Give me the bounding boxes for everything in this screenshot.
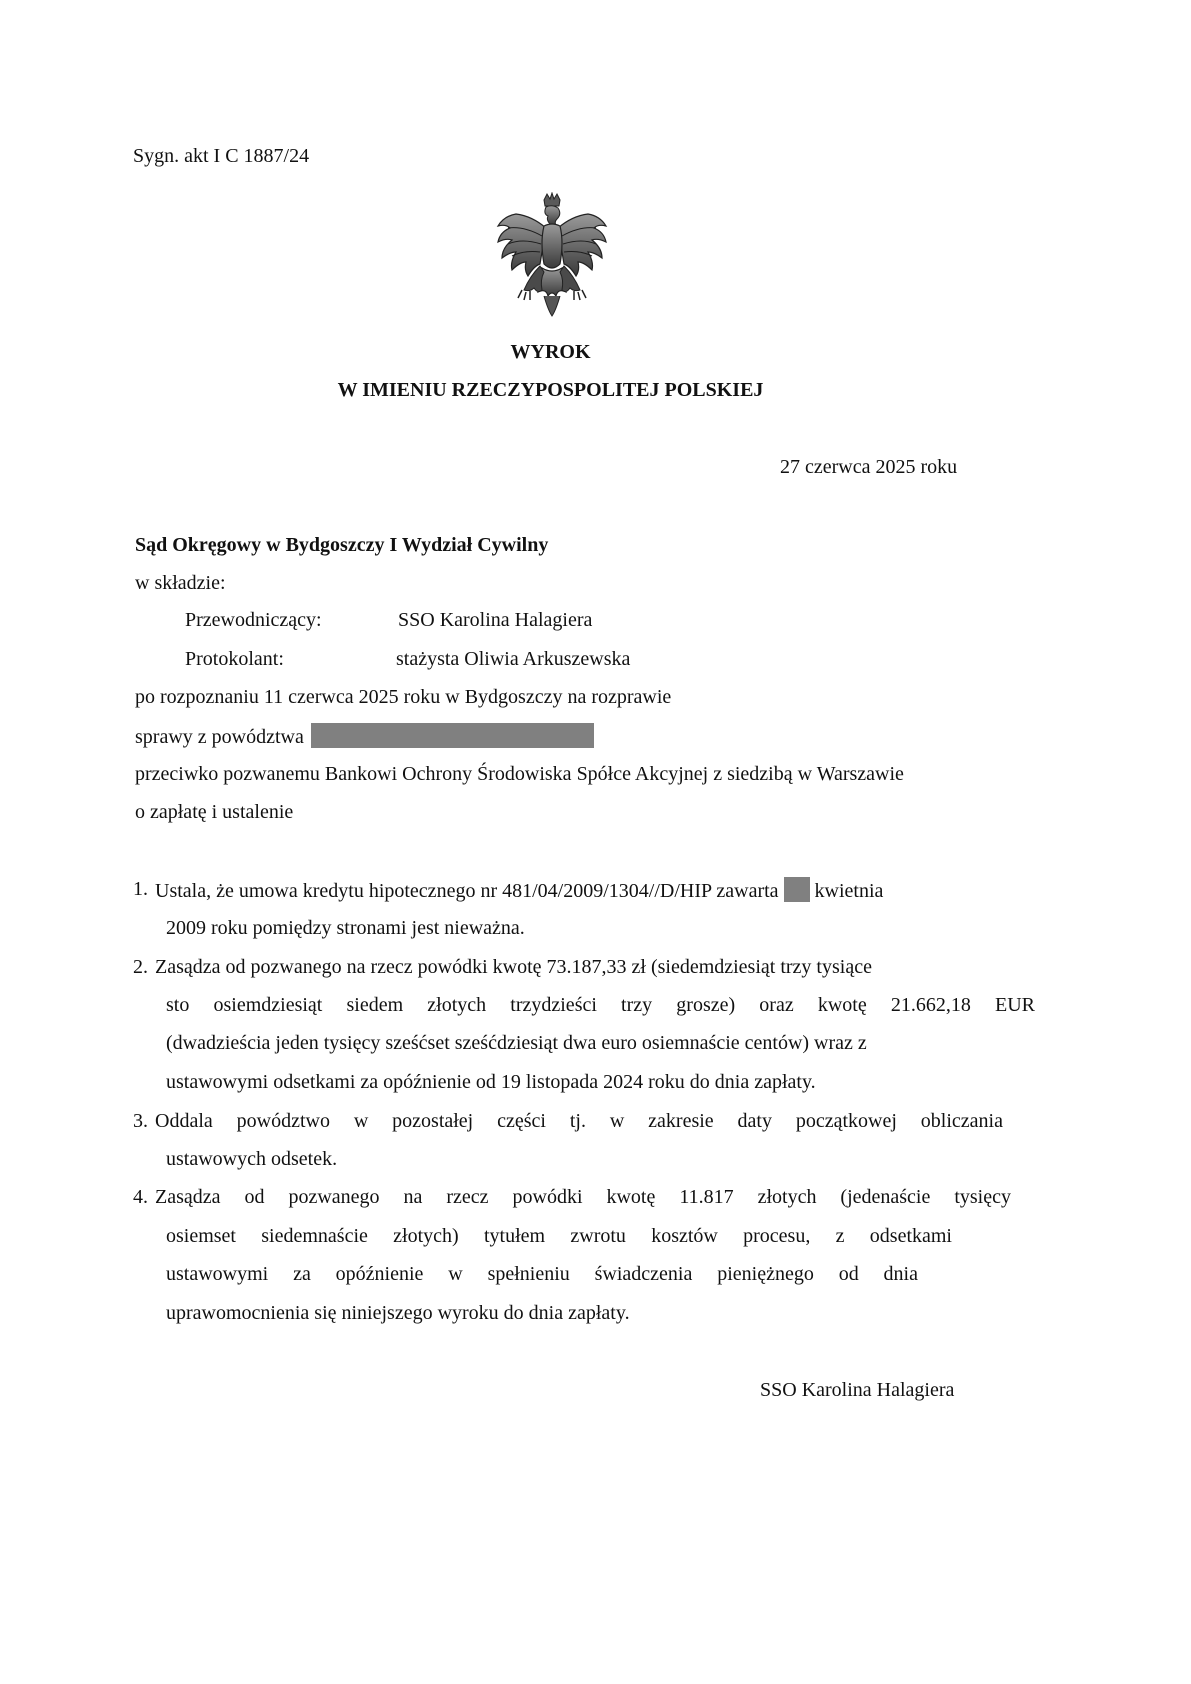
item-1-text-a: Ustala, że umowa kredytu hipotecznego nr 481/04/2009/1304//D/HIP zawarta	[155, 880, 779, 902]
item-4-line-4: uprawomocnienia się niniejszego wyroku do dnia zapłaty.	[166, 1302, 630, 1324]
item-2-line-3: (dwadzieścia jeden tysięcy sześćset sześćdziesiąt dwa euro osiemnaście centów) wraz z	[166, 1032, 867, 1054]
redaction-block	[784, 877, 810, 902]
composition-label: w składzie:	[135, 572, 226, 594]
item-1-line-2: 2009 roku pomiędzy stronami jest nieważna.	[166, 917, 525, 939]
clerk-name: stażysta Oliwia Arkuszewska	[396, 648, 631, 670]
item-2-line-2: sto osiemdziesiąt siedem złotych trzydzieści trzy grosze) oraz kwotę 21.662,18 EUR	[166, 994, 1035, 1016]
item-4-line-2: osiemset siedemnaście złotych) tytułem zwrotu kosztów procesu, z odsetkami	[166, 1225, 952, 1247]
item-number: 1.	[133, 878, 148, 900]
item-2-line-1: Zasądza od pozwanego na rzecz powódki kwotę 73.187,33 zł (siedemdziesiąt trzy tysiące	[155, 956, 872, 978]
item-3-line-1: Oddala powództwo w pozostałej części tj. w zakresie daty początkowej obliczania	[155, 1110, 1003, 1132]
presiding-label: Przewodniczący:	[185, 609, 322, 631]
item-number: 4.	[133, 1186, 148, 1208]
item-4-line-3: ustawowymi za opóźnienie w spełnieniu świadczenia pieniężnego od dnia	[166, 1263, 918, 1285]
item-number: 3.	[133, 1110, 148, 1132]
item-2-line-4: ustawowymi odsetkami za opóźnienie od 19 listopada 2024 roku do dnia zapłaty.	[166, 1071, 816, 1093]
item-3-line-2: ustawowych odsetek.	[166, 1148, 338, 1170]
item-number: 2.	[133, 956, 148, 978]
item-1-text-b: kwietnia	[814, 880, 884, 902]
polish-eagle-emblem	[494, 192, 610, 320]
clerk-label: Protokolant:	[185, 648, 284, 670]
court-name: Sąd Okręgowy w Bydgoszczy I Wydział Cywilny	[135, 534, 549, 556]
signature: SSO Karolina Halagiera	[760, 1379, 955, 1401]
document-title: WYROK	[510, 341, 591, 363]
item-1-line-1	[155, 877, 883, 903]
defendant-line: przeciwko pozwanemu Bankowi Ochrony Środowiska Spółce Akcyjnej z siedzibą w Warszawie	[135, 763, 904, 785]
case-number: Sygn. akt I C 1887/24	[133, 145, 310, 167]
item-4-line-1: Zasądza od pozwanego na rzecz powódki kwotę 11.817 złotych (jedenaście tysięcy	[155, 1186, 1011, 1208]
hearing-line: po rozpoznaniu 11 czerwca 2025 roku w Bydgoszczy na rozprawie	[135, 686, 672, 708]
redaction-block	[311, 723, 594, 748]
document-subtitle: W IMIENIU RZECZYPOSPOLITEJ POLSKIEJ	[337, 379, 764, 401]
presiding-judge: SSO Karolina Halagiera	[398, 609, 593, 631]
claim-prefix: sprawy z powództwa	[135, 726, 304, 748]
subject-line: o zapłatę i ustalenie	[135, 801, 294, 823]
claim-line	[135, 723, 594, 749]
judgment-date: 27 czerwca 2025 roku	[780, 456, 958, 478]
